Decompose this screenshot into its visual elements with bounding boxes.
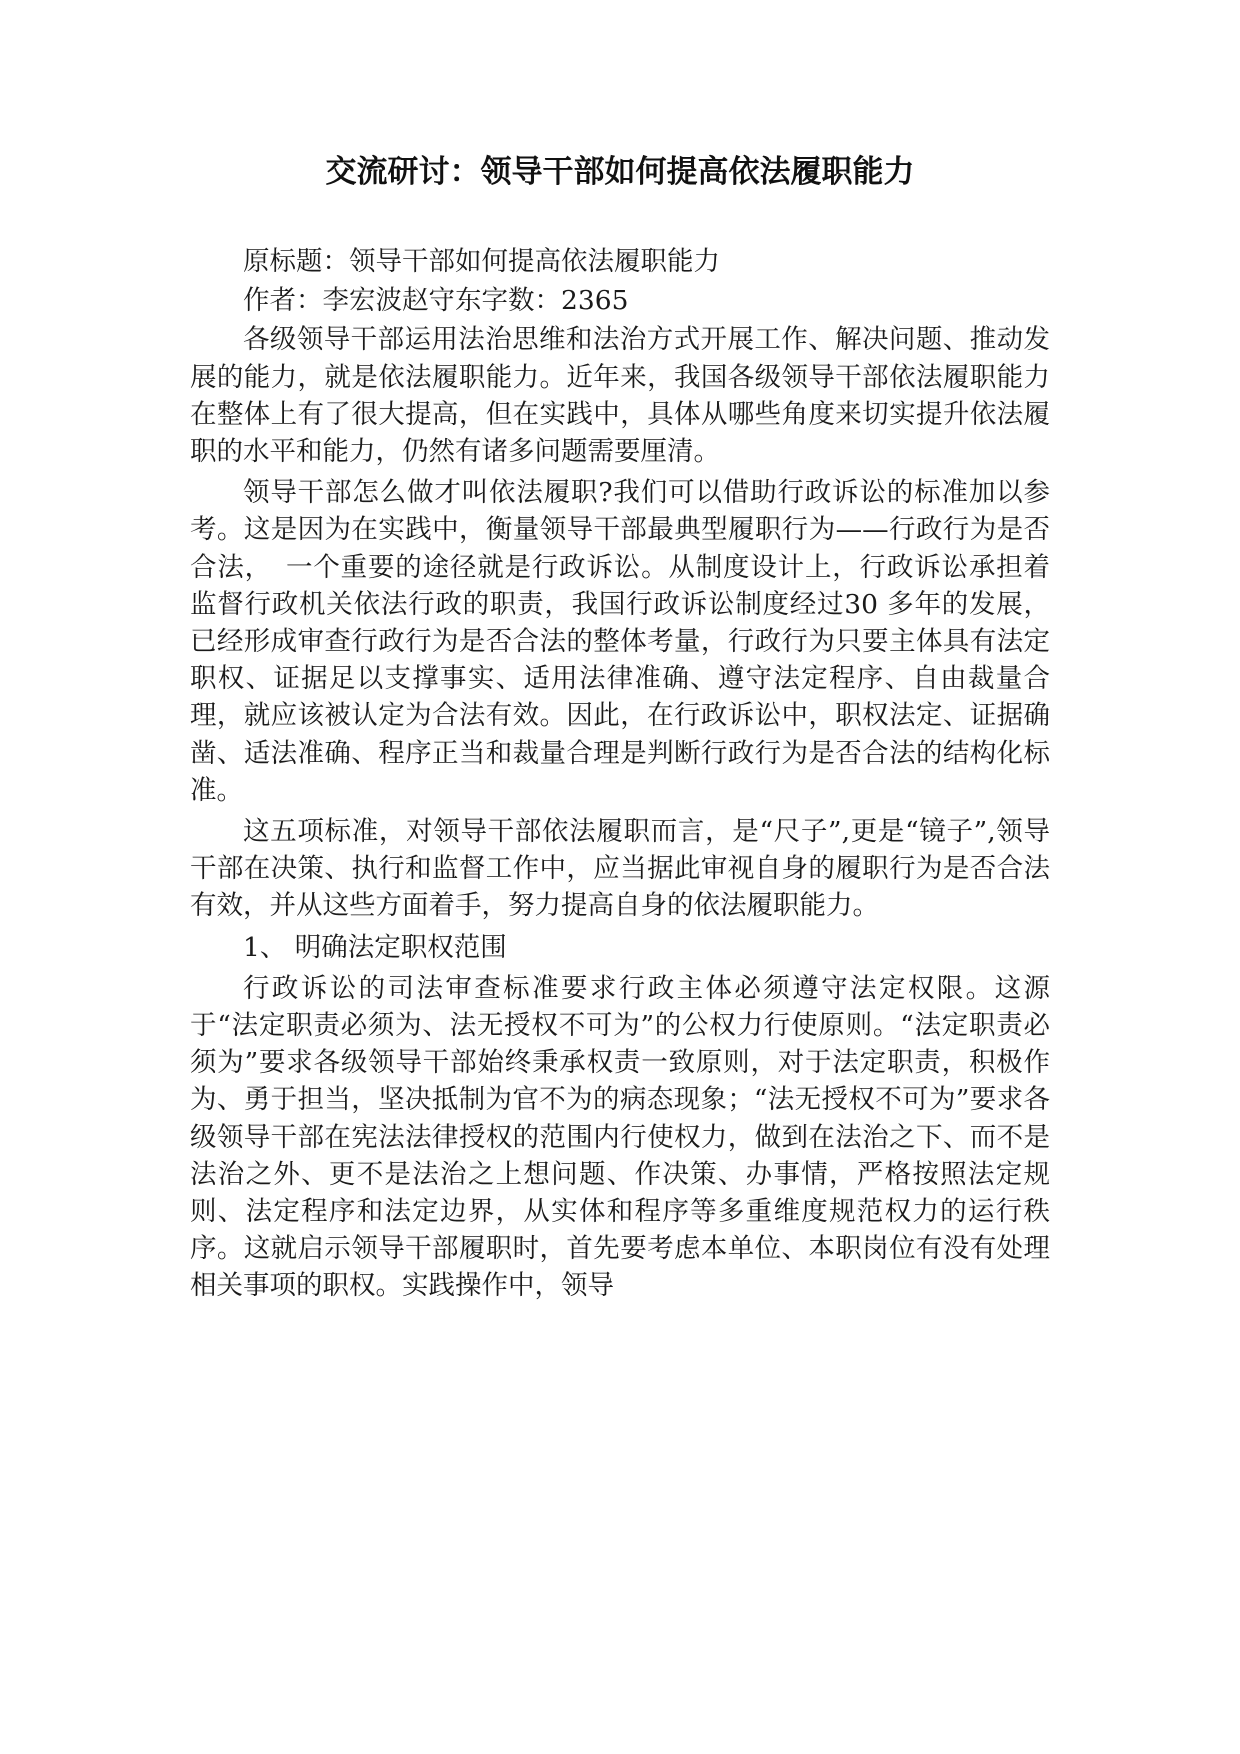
- document-body: [190, 243, 1050, 1309]
- paragraph-five-standards: 这五项标准，对领导干部依法履职而言，是“尺子”,更是“镜子”,领导干部在决策、执行和监督工作中，应当据此审视自身的履职行为是否合法有效，并从这些方面着手，努力提高自身的依法履职能力。: [190, 816, 1050, 922]
- original-title-line: 原标题：领导干部如何提高依法履职能力: [243, 246, 720, 277]
- paragraph-section-1: 行政诉讼的司法审查标准要求行政主体必须遵守法定权限。这源于“法定职责必须为、法无授权不可为”的公权力行使原则。“法定职责必须为”要求各级领导干部始终秉承权责一致原则，对于法定职责，积极作为、勇于担当，坚决抵制为官不为的病态现象；“法无授权不可为”要求各级领导干部在宪法法律授权的范围内行使权力，做到在法治之下、而不是法治之外、更不是法治之上想问题、作决策、办事情，严格按照法定规则、法定程序和法定边界，从实体和程序等多重维度规范权力的运行秩序。这就启示领导干部履职时，首先要考虑本单位、本职岗位有没有处理相关事项的职权。实践操作中，领导: [190, 972, 1050, 1302]
- author-line: 作者：李宏波赵守东字数：2365: [243, 285, 629, 317]
- section-heading: 1、 明确法定职权范围: [243, 931, 507, 963]
- paragraph-intro: 各级领导干部运用法治思维和法治方式开展工作、解决问题、推动发展的能力，就是依法履职能力。近年来，我国各级领导干部依法履职能力在整体上有了很大提高，但在实践中，具体从哪些角度来切实提升依法履职的水平和能力，仍然有诸多问题需要厘清。: [190, 324, 1050, 468]
- paragraph-standards: 领导干部怎么做才叫依法履职?我们可以借助行政诉讼的标准加以参考。这是因为在实践中，衡量领导干部最典型履职行为——行政行为是否合法， 一个重要的途径就是行政诉讼。从制度设计上，行政诉讼承担着监督行政机关依法行政的职责，我国行政诉讼制度经过30 多年的发展，已经形成审查行政行为是否合法的整体考量，行政行为只要主体具有法定职权、证据足以支撑事实、适用法律准确、遵守法定程序、自由裁量合理，就应该被认定为合法有效。因此，在行政诉讼中，职权法定、证据确凿、适法准确、程序正当和裁量合理是判断行政行为是否合法的结构化标准。: [190, 477, 1050, 806]
- document-title: 交流研讨：领导干部如何提高依法履职能力: [325, 154, 915, 190]
